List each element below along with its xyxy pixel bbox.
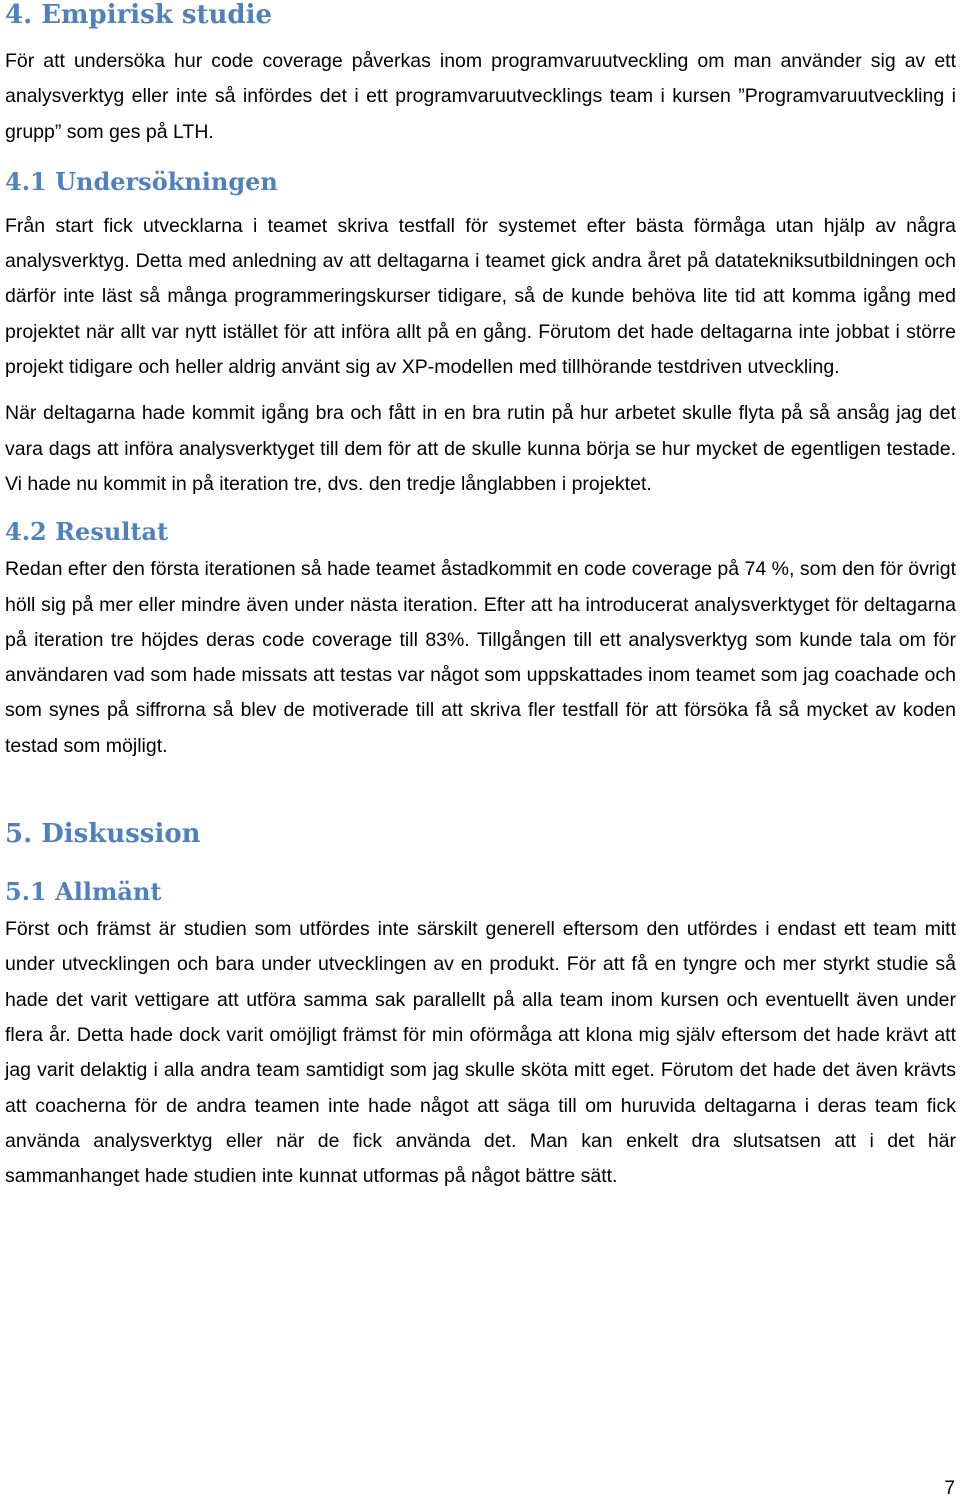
section-heading-4-1: 4.1 Undersökningen bbox=[5, 166, 278, 196]
paragraph-4-1-first: Från start fick utvecklarna i teamet skriva testfall för systemet efter bästa förmåga utan hjälp av några analysverktyg. Detta med anledning av att deltagarna i teamet gick andra året på datatekniksutbildningen och därför inte läst så många programmeringskurser tidigare, så de kunde behöva lite tid att komma igång med projektet när allt var nytt istället för att införa allt på en gång. Förutom det hade deltagarna inte jobbat i större projekt tidigare och heller aldrig använt sig av XP-modellen med tillhörande testdriven utveckling. bbox=[5, 214, 956, 379]
paragraph-4-1-second: När deltagarna hade kommit igång bra och fått in en bra rutin på hur arbetet skulle flyta på så ansåg jag det vara dags att införa analysverktyget till dem för att de skulle kunna börja se hur mycket de egentligen testade. Vi hade nu kommit in på iteration tre, dvs. den tredje långlabben i projektet. bbox=[5, 402, 956, 495]
section-heading-4-2: 4.2 Resultat bbox=[5, 517, 169, 547]
paragraph-4-2: Redan efter den första iterationen så hade teamet åstadkommit en code coverage på 74 %, som den för övrigt höll sig på mer eller mindre även under nästa iteration. Efter att ha introducerat analysverktyget för deltagarna på iteration tre höjdes deras code coverage till 83%. Tillgången till ett analysverktyg som kunde tala om för användaren vad som hade missats att testas var något som uppskattades inom teamet som jag coachade och som synes på siffrorna så blev de motiverade till att skriva fler testfall för att försöka få så mycket av koden testad som möjligt. bbox=[5, 558, 956, 757]
paragraph-5-1: Först och främst är studien som utfördes inte särskilt generell eftersom den utfördes i endast ett team mitt under utvecklingen och bara under utvecklingen av en produkt. För att få en tyngre och mer styrkt studie så hade det varit vettigare att utföra samma sak parallellt på alla team inom kursen och eventuellt även under flera år. Detta hade dock varit omöjligt främst för min oförmåga att klona mig själv eftersom det hade krävt att jag varit delaktig i alla andra team samtidigt som jag skulle sköta mitt eget. Förutom det hade det även krävts att coacherna för de andra teamen inte hade något att säga till om huruvida deltagarna i deras team fick använda analysverktyg eller när de fick använda det. Man kan enkelt dra slutsatsen att i det här sammanhanget hade studien inte kunnat utformas på något bättre sätt. bbox=[5, 918, 956, 1188]
document-page bbox=[5, 0, 956, 1194]
paragraph-intro: För att undersöka hur code coverage påverkas inom programvaruutveckling om man använder sig av ett analysverktyg eller inte så infördes det i ett programvaruutvecklings team i kursen ”Programvaruutveckling i grupp” som ges på LTH. bbox=[5, 50, 956, 143]
section-heading-5: 5. Diskussion bbox=[5, 819, 201, 850]
section-heading-5-1: 5.1 Allmänt bbox=[5, 877, 162, 907]
page-number: 7 bbox=[944, 1478, 955, 1499]
section-heading-4: 4. Empirisk studie bbox=[5, 0, 273, 30]
